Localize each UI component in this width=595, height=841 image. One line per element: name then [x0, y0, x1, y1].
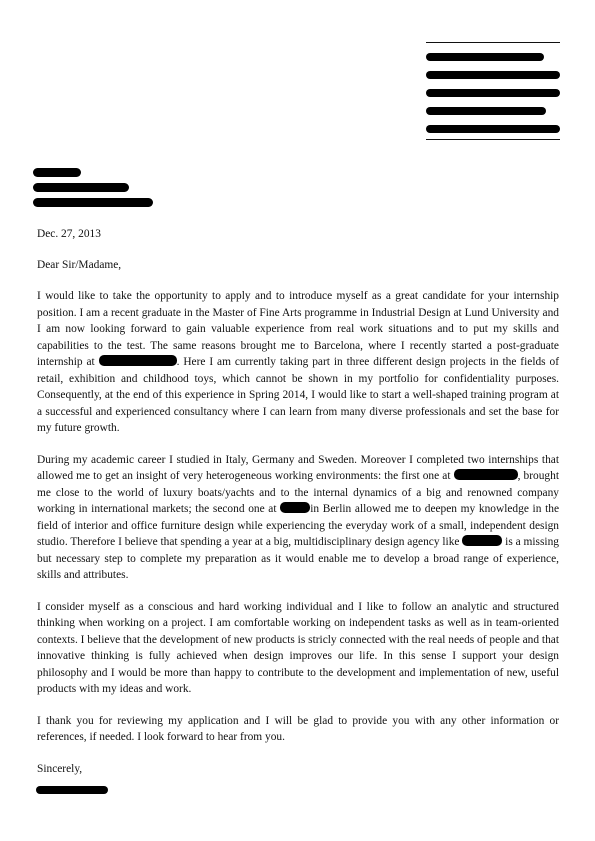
redacted-company-3 — [280, 502, 310, 513]
letter-content — [37, 226, 559, 792]
paragraph-2-part-c: in Berlin allowed me to deepen my knowledge in the field of interior and office furniture design while experiencing the everyday work of a small, independent design studio. Therefore I believe that spending a year at a big, multidisciplinary design agency like — [37, 503, 559, 548]
salutation: Dear Sir/Madame, — [37, 258, 122, 271]
paragraph-2-part-d: is a missing but necessary step to complete my preparation as it would enable me to develop a broad range of experience, skills and attributes. — [37, 536, 559, 581]
signature-block — [36, 786, 108, 794]
paragraph-3: I consider myself as a conscious and hard working individual and I like to follow an analytic and structured thinking when working on a project. I am comfortable working on independent tasks as well as in team-oriented contexts. I believe that the development of new products is stricly connected with the real needs of people and that innovative thinking is fully achieved when design improves our life. In this sense I support your design philosophy and I would be more than happy to contribute to the development and implementation of new, useful products with my ideas and work. — [37, 600, 559, 695]
redacted-company-1 — [99, 355, 177, 366]
paragraph-2-part-a: During my academic career I studied in Italy, Germany and Sweden. Moreover I completed two internships that allowed me to get an insight of very heterogeneous working environments: the first one at — [37, 453, 559, 482]
sender-bottom-rule — [426, 139, 560, 140]
sender-address-block — [426, 42, 560, 140]
redacted-recipient-name — [33, 168, 81, 177]
paragraph-1 — [37, 288, 559, 437]
redacted-sender-phone — [426, 107, 546, 115]
redacted-company-4 — [462, 535, 502, 546]
redacted-sender-city — [426, 89, 560, 97]
recipient-address-block — [33, 168, 153, 213]
paragraph-1-part-a: I would like to take the opportunity to apply and to introduce myself as a great candidate for your internship position. I am a recent graduate in the Master of Fine Arts programme in Industrial Design at Lund University and I am now looking forward to gain valuable experience from real work situations and to put my skills and capabilities to the test. The same reasons brought me to Barcelona, where I recently started a post-graduate internship at — [37, 290, 559, 368]
redacted-recipient-address — [33, 198, 153, 207]
paragraph-2-part-b: , brought me close to the world of luxury boats/yachts and to the internal dynamics of a big and renowned company working in international markets; the second one at — [37, 470, 559, 515]
redacted-sender-name — [426, 53, 544, 61]
redacted-signature-name — [36, 786, 108, 794]
redacted-sender-email — [426, 125, 560, 133]
closing: Sincerely, — [37, 762, 83, 775]
redacted-sender-street — [426, 71, 560, 79]
letter-date: Dec. 27, 2013 — [37, 228, 101, 240]
redacted-recipient-company — [33, 183, 129, 192]
paragraph-4: I thank you for reviewing my application and I will be glad to provide you with any other information or references, if needed. I look forward to hear from you. — [37, 714, 559, 743]
redacted-company-2 — [454, 469, 518, 480]
sender-top-rule — [426, 42, 560, 43]
paragraph-1-part-b: . Here I am currently taking part in three different design projects in the fields of retail, exhibition and childhood toys, which cannot be shown in my portfolio for confidentiality purposes. Consequently, at the end of this experience in Spring 2014, I would like to start a well-shaped training program at a successful and experienced consultancy where I can learn from many diverse professionals and set the base for my future growth. — [37, 356, 559, 434]
paragraph-2 — [37, 452, 559, 584]
